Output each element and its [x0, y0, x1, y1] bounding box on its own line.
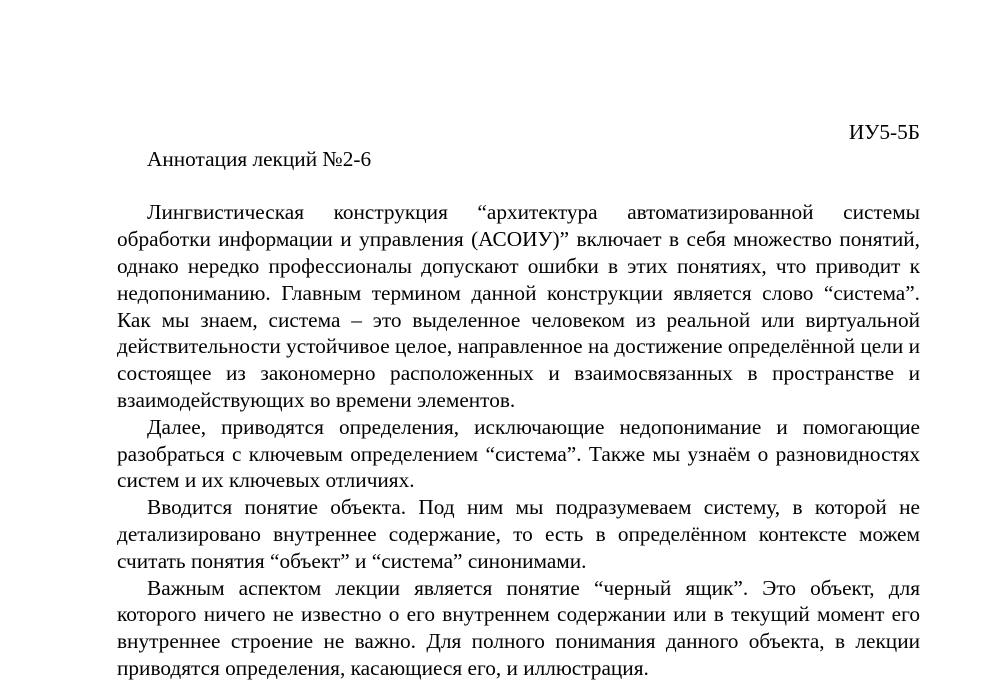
paragraph-2: Далее, приводятся определения, исключающие недопонимание и помогающие разобраться с ключевым определением “система”. Также мы узнаём о разновидностях систем и их ключевых отличиях. — [117, 414, 920, 493]
paragraph-3: Вводится понятие объекта. Под ним мы подразумеваем систему, в которой не детализировано внутреннее содержание, то есть в определённом контексте можем считать понятия “объект” и “система” синонимами. — [117, 495, 920, 573]
group-label: ИУ5-5Б — [848, 120, 920, 144]
paragraph-1: Лингвистическая конструкция “архитектура автоматизированной системы обработки информации и управления (АСОИУ)” включает в себя множество понятий, однако нередко профессионалы допускают ошибки в этих понятиях, что приводит к недопониманию. Главным термином данной конструкции является слово “система”. Как мы знаем, система – это выделенное человеком из реальной или виртуальной действительности устойчивое целое, направленное на достижение определённой цели и состоящее из закономерно расположенных и взаимосвязанных в пространстве и взаимодействующих во времени элементов. — [117, 200, 920, 412]
document-title: Аннотация лекций №2-6 — [147, 146, 372, 171]
paragraph-4: Важным аспектом лекции является понятие “черный ящик”. Это объект, для которого ничего не известно о его внутреннем содержании или в текущий момент его внутреннее строение не важно. Для полного понимания данного объекта, в лекции приводятся определения, касающиеся его, и иллюстрация. — [117, 575, 920, 680]
document-page — [117, 119, 920, 682]
blank-line — [117, 173, 920, 200]
